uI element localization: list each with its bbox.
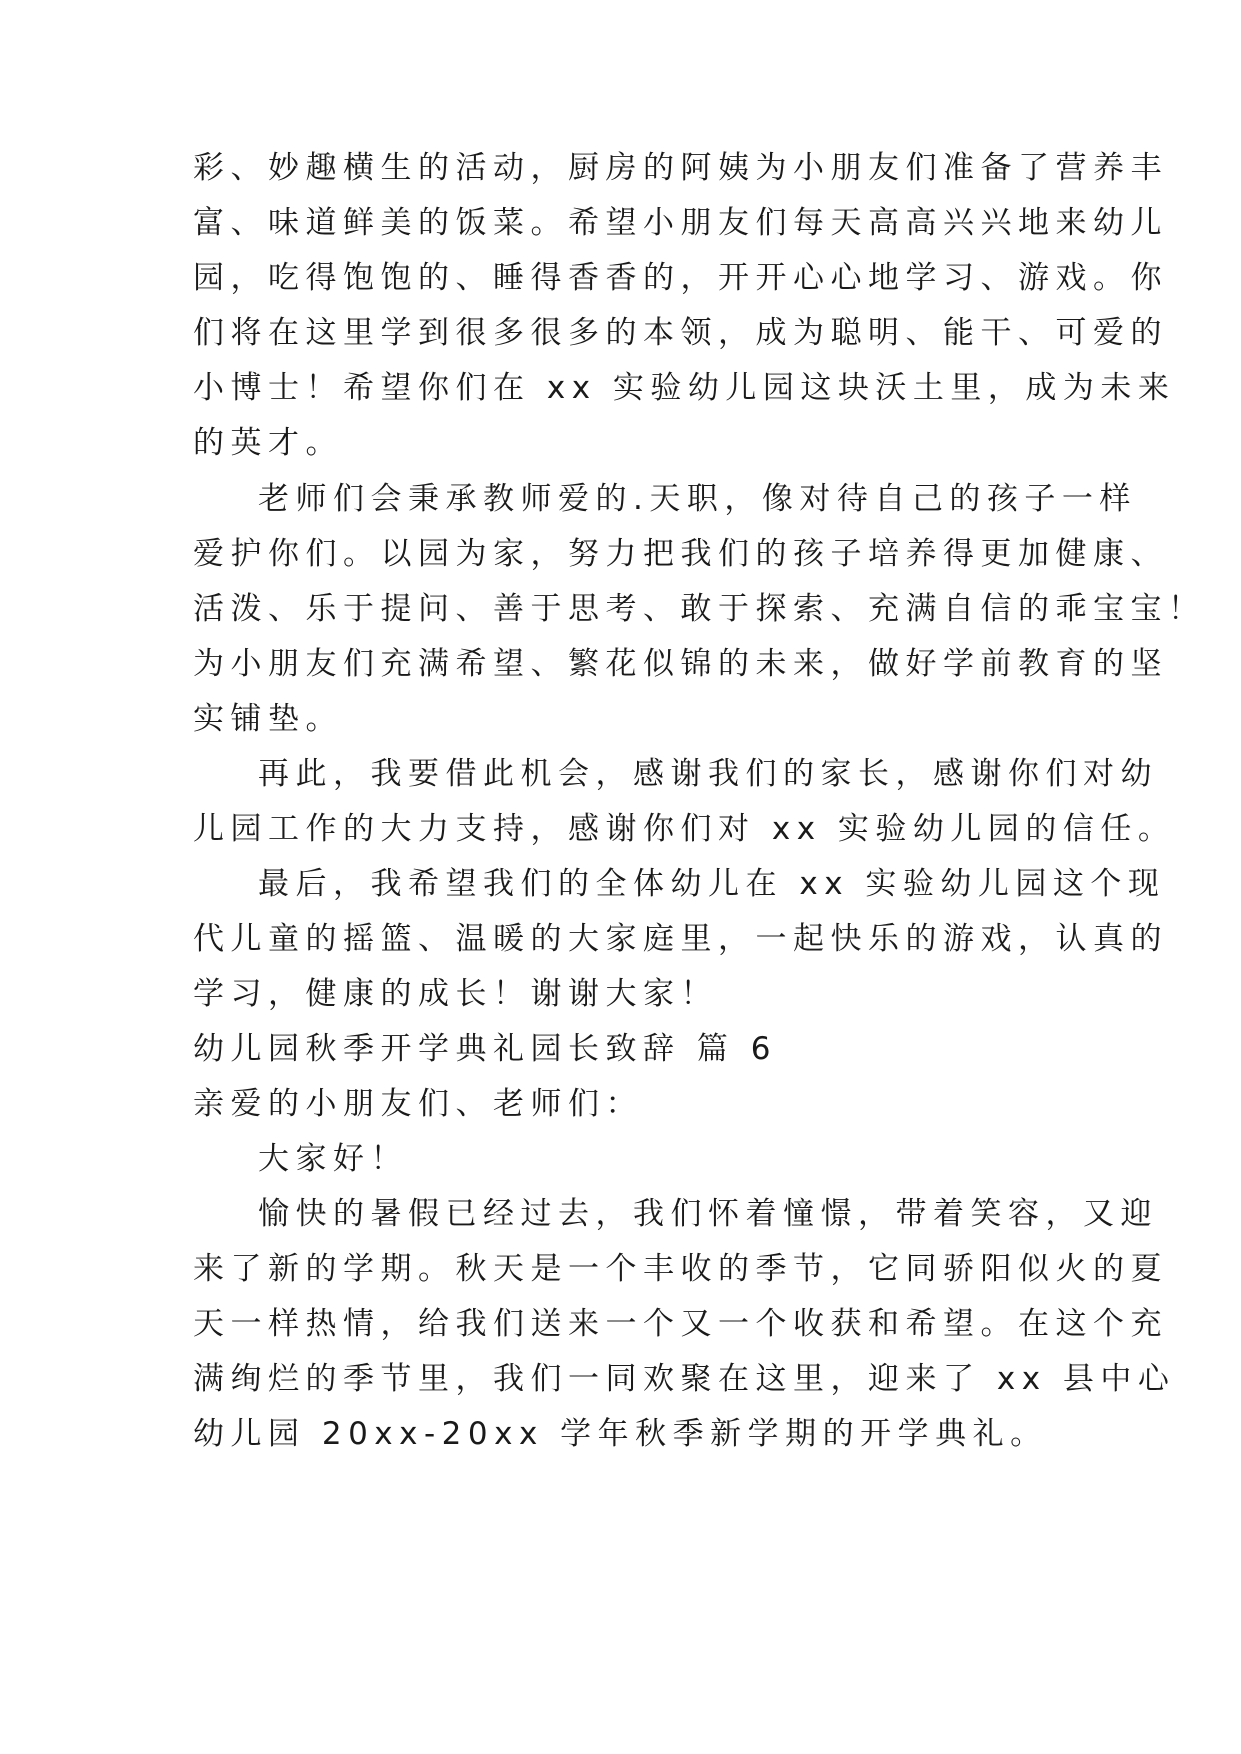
text-line: 儿园工作的大力支持，感谢你们对 xx 实验幼儿园的信任。 (193, 811, 1176, 847)
text-line: 富、味道鲜美的饭菜。希望小朋友们每天高高兴兴地来幼儿 (193, 205, 1168, 241)
text-line: 代儿童的摇篮、温暖的大家庭里，一起快乐的游戏，认真的 (193, 921, 1168, 957)
text-line: 彩、妙趣横生的活动，厨房的阿姨为小朋友们准备了营养丰 (193, 150, 1168, 186)
text-line: 满绚烂的季节里，我们一同欢聚在这里，迎来了 xx 县中心 (193, 1361, 1176, 1397)
paragraph-first-line: 最后，我希望我们的全体幼儿在 xx 实验幼儿园这个现 (258, 866, 1166, 902)
text-line: 学习，健康的成长！谢谢大家！ (193, 976, 718, 1012)
text-line: 小博士！希望你们在 xx 实验幼儿园这块沃土里，成为未来 (193, 370, 1176, 406)
text-line: 天一样热情，给我们送来一个又一个收获和希望。在这个充 (193, 1306, 1168, 1342)
paragraph-first-line: 愉快的暑假已经过去，我们怀着憧憬，带着笑容，又迎 (258, 1196, 1158, 1232)
text-line: 的英才。 (193, 425, 343, 461)
text-line: 爱护你们。以园为家，努力把我们的孩子培养得更加健康、 (193, 536, 1168, 572)
text-line: 活泼、乐于提问、善于思考、敢于探索、充满自信的乖宝宝！ (193, 591, 1206, 627)
text-line: 来了新的学期。秋天是一个丰收的季节，它同骄阳似火的夏 (193, 1251, 1168, 1287)
greeting: 大家好！ (258, 1141, 408, 1177)
paragraph-first-line: 再此，我要借此机会，感谢我们的家长，感谢你们对幼 (258, 756, 1158, 792)
text-line: 园，吃得饱饱的、睡得香香的，开开心心地学习、游戏。你 (193, 260, 1168, 296)
text-line: 幼儿园 20xx-20xx 学年秋季新学期的开学典礼。 (193, 1416, 1048, 1452)
salutation: 亲爱的小朋友们、老师们： (193, 1086, 643, 1122)
section-title: 幼儿园秋季开学典礼园长致辞 篇 6 (193, 1031, 777, 1067)
text-line: 们将在这里学到很多很多的本领，成为聪明、能干、可爱的 (193, 315, 1168, 351)
text-line: 为小朋友们充满希望、繁花似锦的未来，做好学前教育的坚 (193, 646, 1168, 682)
text-line: 实铺垫。 (193, 701, 343, 737)
paragraph-first-line: 老师们会秉承教师爱的.天职，像对待自己的孩子一样 (258, 481, 1137, 517)
